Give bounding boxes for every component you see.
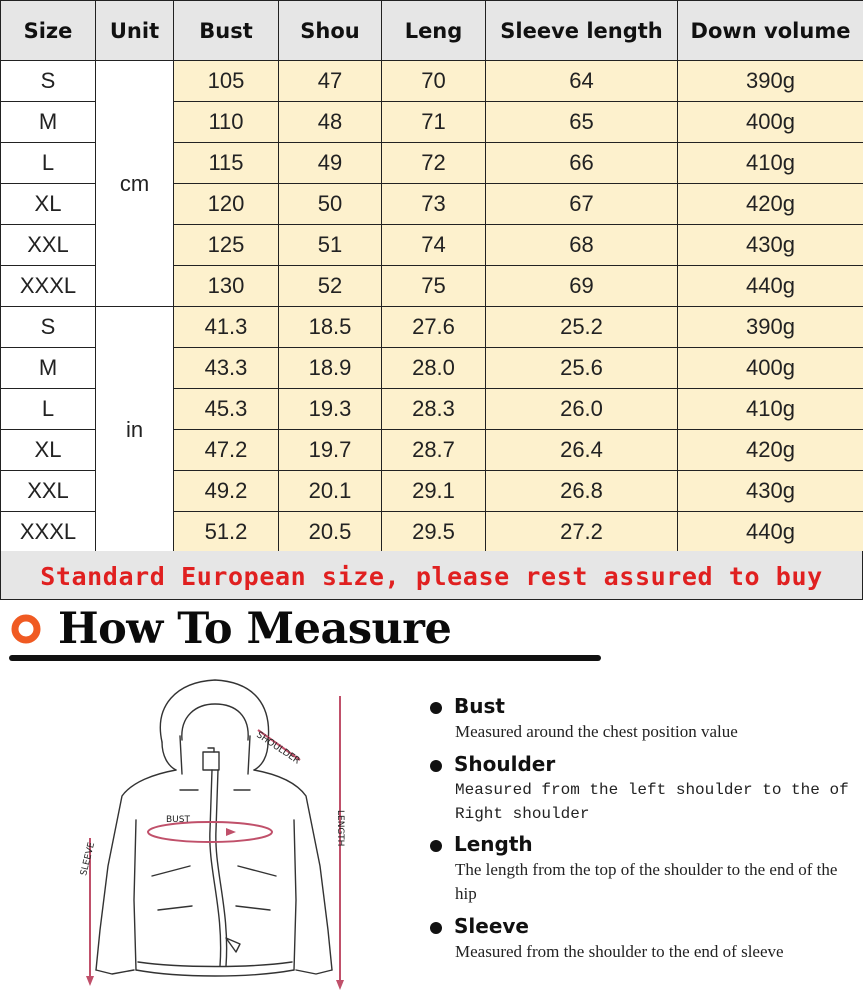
shoulder-cell: 18.5 <box>279 307 382 348</box>
note-banner <box>0 551 863 600</box>
length-cell: 70 <box>382 61 486 102</box>
sleeve-length-cell: 26.4 <box>486 430 678 471</box>
bust-cell: 125 <box>174 225 279 266</box>
measure-item-desc: Measured around the chest position value <box>455 722 738 741</box>
length-cell: 71 <box>382 102 486 143</box>
unit-cell: cm <box>96 61 174 307</box>
header-length: Leng <box>382 1 486 61</box>
size-cell: S <box>1 307 96 348</box>
shoulder-cell: 50 <box>279 184 382 225</box>
header-bust: Bust <box>174 1 279 61</box>
header-sleeve-length: Sleeve length <box>486 1 678 61</box>
bullet-icon <box>430 840 442 852</box>
size-cell: M <box>1 348 96 389</box>
length-cell: 28.7 <box>382 430 486 471</box>
down-volume-cell: 440g <box>678 512 863 553</box>
bust-cell: 43.3 <box>174 348 279 389</box>
bust-cell: 110 <box>174 102 279 143</box>
heading-underline <box>9 655 601 661</box>
down-volume-cell: 420g <box>678 430 863 471</box>
unit-cell: in <box>96 307 174 553</box>
diagram-label-sleeve: SLEEVE <box>79 841 98 877</box>
length-cell: 28.0 <box>382 348 486 389</box>
length-cell: 72 <box>382 143 486 184</box>
sleeve-length-cell: 66 <box>486 143 678 184</box>
shoulder-cell: 48 <box>279 102 382 143</box>
bust-cell: 120 <box>174 184 279 225</box>
down-volume-cell: 440g <box>678 266 863 307</box>
bust-cell: 41.3 <box>174 307 279 348</box>
size-cell: L <box>1 143 96 184</box>
size-cell: XL <box>1 430 96 471</box>
jacket-diagram <box>50 670 370 1000</box>
bust-cell: 51.2 <box>174 512 279 553</box>
measure-item-title: Shoulder <box>454 752 556 776</box>
bust-cell: 45.3 <box>174 389 279 430</box>
size-cell: XXL <box>1 225 96 266</box>
down-volume-cell: 390g <box>678 307 863 348</box>
shoulder-cell: 52 <box>279 266 382 307</box>
down-volume-cell: 430g <box>678 225 863 266</box>
size-cell: M <box>1 102 96 143</box>
shoulder-cell: 18.9 <box>279 348 382 389</box>
shoulder-cell: 19.3 <box>279 389 382 430</box>
bust-cell: 130 <box>174 266 279 307</box>
down-volume-cell: 420g <box>678 184 863 225</box>
length-cell: 74 <box>382 225 486 266</box>
down-volume-cell: 400g <box>678 348 863 389</box>
table-row <box>1 61 863 102</box>
bust-cell: 49.2 <box>174 471 279 512</box>
sleeve-length-cell: 25.6 <box>486 348 678 389</box>
table-body <box>1 61 863 553</box>
measure-item-desc: Measured from the left shoulder to the of Right shoulder <box>455 781 849 823</box>
measure-item-desc: Measured from the shoulder to the end of sleeve <box>455 942 784 961</box>
table-row <box>1 307 863 348</box>
header-shoulder: Shou <box>279 1 382 61</box>
down-volume-cell: 430g <box>678 471 863 512</box>
length-cell: 75 <box>382 266 486 307</box>
diagram-label-shoulder: SHOULDER <box>254 730 302 767</box>
bust-cell: 105 <box>174 61 279 102</box>
down-volume-cell: 410g <box>678 389 863 430</box>
shoulder-cell: 20.5 <box>279 512 382 553</box>
length-cell: 28.3 <box>382 389 486 430</box>
measure-item-title: Bust <box>454 694 505 718</box>
length-cell: 27.6 <box>382 307 486 348</box>
shoulder-cell: 20.1 <box>279 471 382 512</box>
bullet-icon <box>430 702 442 714</box>
shoulder-cell: 19.7 <box>279 430 382 471</box>
sleeve-length-cell: 67 <box>486 184 678 225</box>
header-size: Size <box>1 1 96 61</box>
measure-item-title: Length <box>454 832 533 856</box>
bullet-icon <box>430 760 442 772</box>
down-volume-cell: 400g <box>678 102 863 143</box>
measure-heading: How To Measure <box>58 604 452 654</box>
size-cell: XXXL <box>1 266 96 307</box>
table-header-row <box>1 1 863 61</box>
size-cell: L <box>1 389 96 430</box>
sleeve-length-cell: 27.2 <box>486 512 678 553</box>
diagram-label-length: LENGTH <box>335 810 345 847</box>
sleeve-length-cell: 68 <box>486 225 678 266</box>
length-cell: 29.1 <box>382 471 486 512</box>
shoulder-cell: 51 <box>279 225 382 266</box>
header-unit: Unit <box>96 1 174 61</box>
measure-item-desc: The length from the top of the shoulder to the end of the hip <box>455 860 838 903</box>
size-cell: XXXL <box>1 512 96 553</box>
bust-cell: 115 <box>174 143 279 184</box>
header-down-volume: Down volume <box>678 1 863 61</box>
diagram-label-bust: BUST <box>166 815 190 825</box>
sleeve-length-cell: 25.2 <box>486 307 678 348</box>
down-volume-cell: 410g <box>678 143 863 184</box>
bullet-icon <box>430 922 442 934</box>
size-cell: S <box>1 61 96 102</box>
size-cell: XXL <box>1 471 96 512</box>
sleeve-length-cell: 26.8 <box>486 471 678 512</box>
size-cell: XL <box>1 184 96 225</box>
sleeve-length-cell: 69 <box>486 266 678 307</box>
shoulder-cell: 47 <box>279 61 382 102</box>
measure-item-title: Sleeve <box>454 914 529 938</box>
down-volume-cell: 390g <box>678 61 863 102</box>
sleeve-length-cell: 26.0 <box>486 389 678 430</box>
circle-bullet-icon <box>11 614 41 644</box>
length-cell: 29.5 <box>382 512 486 553</box>
note-text: Standard European size, please rest assured to buy <box>40 562 823 591</box>
length-cell: 73 <box>382 184 486 225</box>
sleeve-length-cell: 65 <box>486 102 678 143</box>
sleeve-length-cell: 64 <box>486 61 678 102</box>
bust-cell: 47.2 <box>174 430 279 471</box>
shoulder-cell: 49 <box>279 143 382 184</box>
